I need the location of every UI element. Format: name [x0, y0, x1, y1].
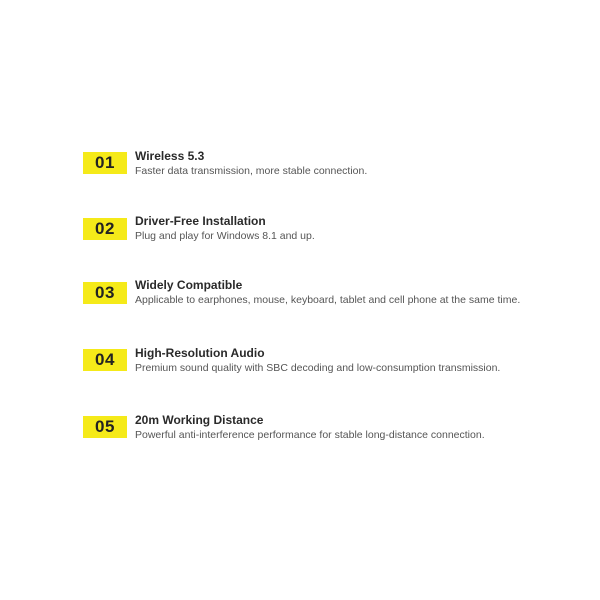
feature-number-badge: 04	[83, 349, 127, 371]
feature-title: Driver-Free Installation	[135, 214, 266, 228]
feature-number-badge: 03	[83, 282, 127, 304]
feature-description: Applicable to earphones, mouse, keyboard, tablet and cell phone at the same time.	[135, 294, 521, 306]
feature-item-audio	[83, 346, 563, 386]
feature-description: Plug and play for Windows 8.1 and up.	[135, 230, 315, 242]
feature-title: Widely Compatible	[135, 278, 243, 292]
feature-title: Wireless 5.3	[135, 149, 205, 163]
feature-title: 20m Working Distance	[135, 413, 264, 427]
feature-item-driver-free	[83, 214, 563, 254]
feature-number-badge: 01	[83, 152, 127, 174]
feature-number-badge: 02	[83, 218, 127, 240]
feature-description: Premium sound quality with SBC decoding and low-consumption transmission.	[135, 362, 501, 374]
feature-description: Powerful anti-interference performance for stable long-distance connection.	[135, 429, 485, 441]
feature-item-compatible	[83, 278, 563, 318]
feature-item-distance	[83, 413, 563, 453]
feature-title: High-Resolution Audio	[135, 346, 265, 360]
feature-description: Faster data transmission, more stable connection.	[135, 165, 368, 177]
feature-item-wireless	[83, 149, 563, 189]
feature-number-badge: 05	[83, 416, 127, 438]
